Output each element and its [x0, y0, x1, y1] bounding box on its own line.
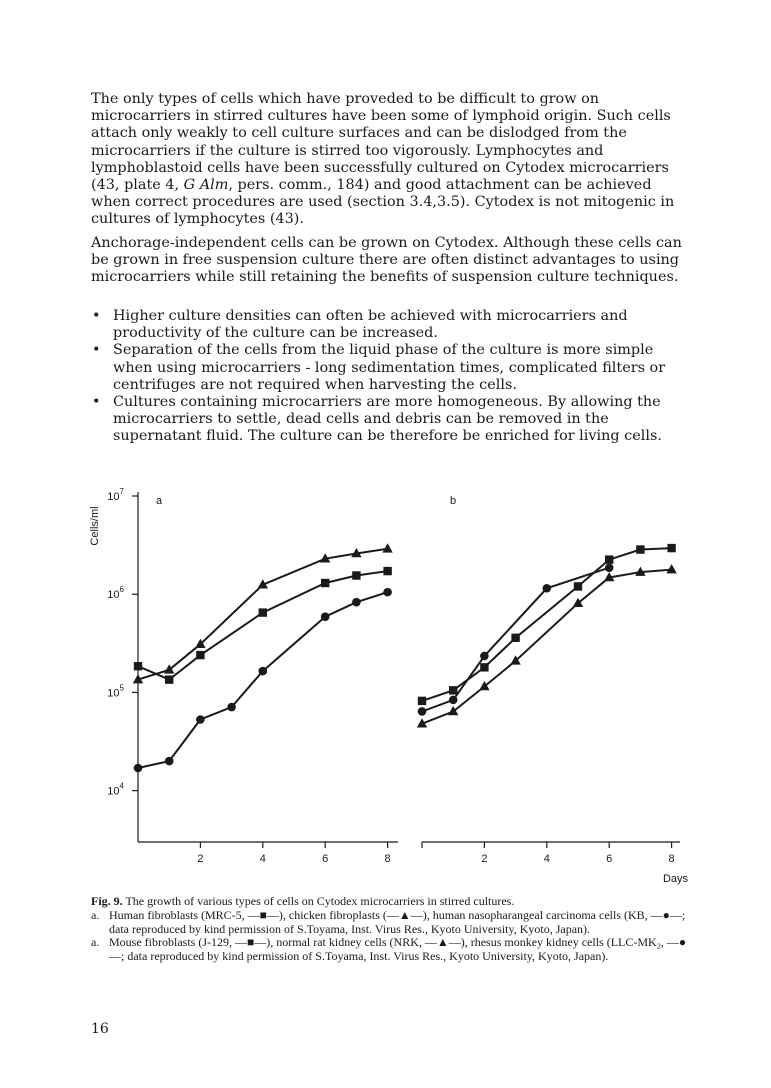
figure-caption — [91, 895, 691, 964]
paragraph-1-italic-name: G Alm — [183, 177, 229, 194]
data-point-square — [196, 651, 204, 659]
advantages-list — [91, 308, 691, 446]
caption-item-text: Mouse fibroblasts (J-129, —■—), normal rat kidney cells (NRK, —▲—), rhesus monkey kidney cells (LLC-MK₂, —●—; data reproduced by kind permission of S.Toyama, Inst. Virus Res., Kyoto University, Kyoto, Japan). — [109, 935, 687, 964]
y-tick-label: $10^5$ — [107, 683, 124, 700]
data-point-square — [480, 663, 488, 671]
data-point-circle — [134, 764, 143, 773]
data-point-square — [605, 555, 613, 563]
paragraph-1-text-a: The only types of cells which have proveded to be difficult to grow on microcarriers in stirred cultures have been some of lymphoid origin. Such cells attach only weakly to cell culture surfaces and can be dislodged from the microcarriers if the culture is stirred too vigorously. Lymphocytes and lymphoblastoid cells have been successfully cultured on Cytodex microcarriers (43, plate 4, — [91, 91, 671, 194]
x-tick-label: 6 — [606, 853, 613, 865]
data-point-square — [636, 545, 644, 553]
y-tick-label: $10^6$ — [107, 585, 124, 602]
paragraph-1-text-b: , pers. comm., 184) and good attachment can be achieved when correct procedures are used (section 3.4,3.5). Cytodex is not mitogenic in cultures of lymphocytes (43). — [91, 177, 675, 228]
series-line-square — [422, 548, 672, 701]
caption-title-text: The growth of various types of cells on Cytodex microcarriers in stirred cultures. — [122, 894, 515, 908]
data-point-circle — [321, 612, 330, 621]
caption-title — [91, 895, 691, 909]
data-point-circle — [418, 707, 427, 716]
series-line-circle — [138, 592, 388, 768]
caption-item-b — [91, 936, 691, 964]
data-point-square — [418, 697, 426, 705]
data-point-circle — [227, 703, 236, 712]
caption-item-letter: a. — [91, 907, 100, 922]
x-tick-label: 4 — [543, 853, 550, 865]
chart-panel-b — [417, 495, 689, 885]
panel-label: a — [156, 495, 163, 507]
chart-panel-a — [89, 487, 398, 865]
data-point-square — [165, 675, 173, 683]
data-point-circle — [383, 588, 392, 597]
data-point-square — [449, 686, 457, 694]
caption-item-text: Human fibroblasts (MRC-5, —■—), chicken fibroplasts (—▲—), human nasopharangeal carcinoma cells (KB, —●—; data reproduced by kind permission of S.Toyama, Inst. Virus Res., Kyoto University, Kyoto, Japan). — [109, 907, 686, 936]
data-point-square — [383, 567, 391, 575]
x-tick-label: 6 — [322, 853, 329, 865]
x-axis-label: Days — [662, 873, 688, 885]
data-point-square — [667, 544, 675, 552]
data-point-circle — [165, 757, 174, 766]
data-point-triangle — [666, 564, 676, 573]
data-point-circle — [605, 563, 614, 572]
y-axis-label: Cells/ml — [89, 506, 101, 546]
growth-chart — [80, 478, 700, 893]
y-tick-label: $10^4$ — [107, 781, 124, 798]
list-item: • Higher culture densities can often be achieved with microcarriers and productivity of the culture can be increased. — [91, 308, 691, 342]
caption-item-letter: a. — [91, 935, 100, 950]
data-point-circle — [259, 667, 268, 676]
data-point-circle — [352, 598, 361, 607]
y-tick-label: $10^7$ — [107, 487, 124, 503]
data-point-circle — [449, 696, 458, 705]
data-point-square — [259, 608, 267, 616]
x-tick-label: 4 — [259, 853, 266, 865]
list-item: • Cultures containing microcarriers are more homogeneous. By allowing the microcarriers to settle, dead cells and debris can be removed in the supernatant fluid. The culture can be therefore be enriched for living cells. — [91, 394, 691, 446]
x-tick-label: 8 — [384, 853, 391, 865]
data-point-triangle — [382, 543, 392, 552]
list-item: • Separation of the cells from the liquid phase of the culture is more simple when using microcarriers - long sedimentation times, complicated filters or centrifuges are not required when harvesting the cells. — [91, 342, 691, 394]
caption-item-a — [91, 909, 691, 937]
x-tick-label: 8 — [668, 853, 675, 865]
data-point-circle — [543, 584, 552, 593]
data-point-square — [511, 634, 519, 642]
panel-label: b — [450, 495, 457, 507]
data-point-square — [574, 582, 582, 590]
data-point-circle — [480, 652, 489, 661]
x-tick-label: 2 — [197, 853, 204, 865]
page-number: 16 — [91, 1021, 109, 1037]
series-line-triangle — [422, 570, 672, 724]
data-point-circle — [196, 715, 205, 724]
data-point-square — [134, 662, 142, 670]
data-point-square — [352, 571, 360, 579]
paragraph-anchorage-independent: Anchorage-independent cells can be grown on Cytodex. Although these cells can be grown in free suspension culture there are often distinct advantages to using microcarriers while still retaining the benefits of suspension culture techniques. — [91, 235, 682, 286]
x-tick-label: 2 — [481, 853, 488, 865]
caption-label: Fig. 9. — [91, 894, 123, 908]
data-point-square — [321, 579, 329, 587]
paragraph-lymphoid-cells — [91, 91, 691, 229]
